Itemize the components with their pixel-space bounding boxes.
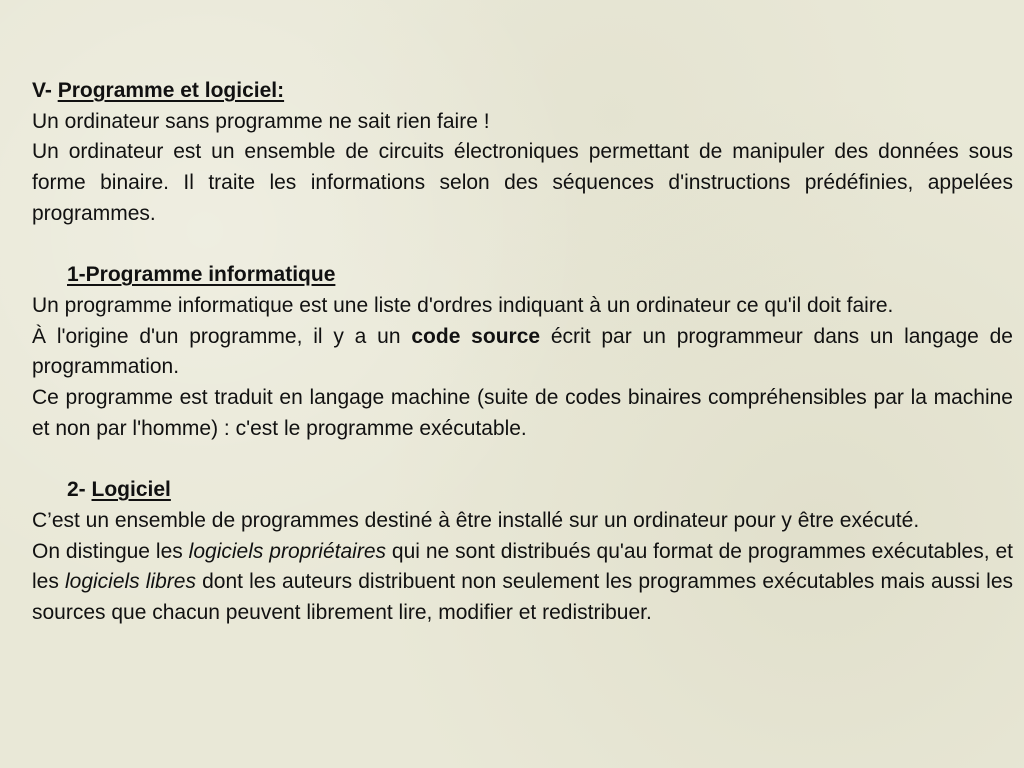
paragraph-text: On distingue les bbox=[32, 539, 189, 563]
section-title: Programme et logiciel: bbox=[57, 79, 285, 102]
paragraph-text: À l'origine d'un programme, il y a un bbox=[32, 324, 412, 348]
proprietary-software-term: logiciels propriétaires bbox=[188, 539, 387, 563]
subsection-1-heading bbox=[32, 260, 1013, 291]
subsection-2-title: Logiciel bbox=[91, 478, 171, 502]
free-software-term: logiciels libres bbox=[64, 570, 196, 594]
section-prefix: V- bbox=[32, 79, 58, 102]
code-source-term: code source bbox=[411, 324, 541, 348]
subsection-2-prefix: 2- bbox=[67, 478, 92, 502]
paragraph-text: écrit par un programmeur dans un langage de programmation. bbox=[32, 324, 1013, 379]
subsection-1-title: 1-Programme informatique bbox=[67, 263, 336, 287]
subsection-2-paragraph-2 bbox=[32, 537, 1013, 629]
section-heading bbox=[32, 76, 1013, 107]
spacer bbox=[32, 444, 1013, 475]
subsection-1-paragraph-1: Un programme informatique est une liste d'ordres indiquant à un ordinateur ce qu'il doit faire. bbox=[32, 293, 894, 317]
intro-paragraph-1: Un ordinateur sans programme ne sait rien faire ! bbox=[32, 109, 490, 133]
subsection-1-paragraph-2 bbox=[32, 322, 1013, 383]
subsection-2-paragraph-1: C’est un ensemble de programmes destiné à être installé sur un ordinateur pour y être exécuté. bbox=[32, 508, 920, 532]
paragraph-text: qui ne sont distribués qu'au format de programmes exécutables, et les bbox=[32, 539, 1013, 594]
spacer bbox=[32, 230, 1013, 261]
subsection-1-paragraph-3: Ce programme est traduit en langage machine (suite de codes binaires compréhensibles par la machine et non par l'homme) : c'est le programme exécutable. bbox=[32, 386, 1013, 440]
paragraph-text: dont les auteurs distribuent non seulement les programmes exécutables mais aussi les sources que chacun peuvent librement lire, modifier et redistribuer. bbox=[32, 570, 1013, 624]
intro-paragraph-2: Un ordinateur est un ensemble de circuits électroniques permettant de manipuler des données sous forme binaire. Il traite les informations selon des séquences d'instructions prédéfinies, appelées programmes. bbox=[32, 140, 1013, 225]
slide-content bbox=[32, 76, 1013, 629]
subsection-2-heading bbox=[32, 475, 1013, 506]
